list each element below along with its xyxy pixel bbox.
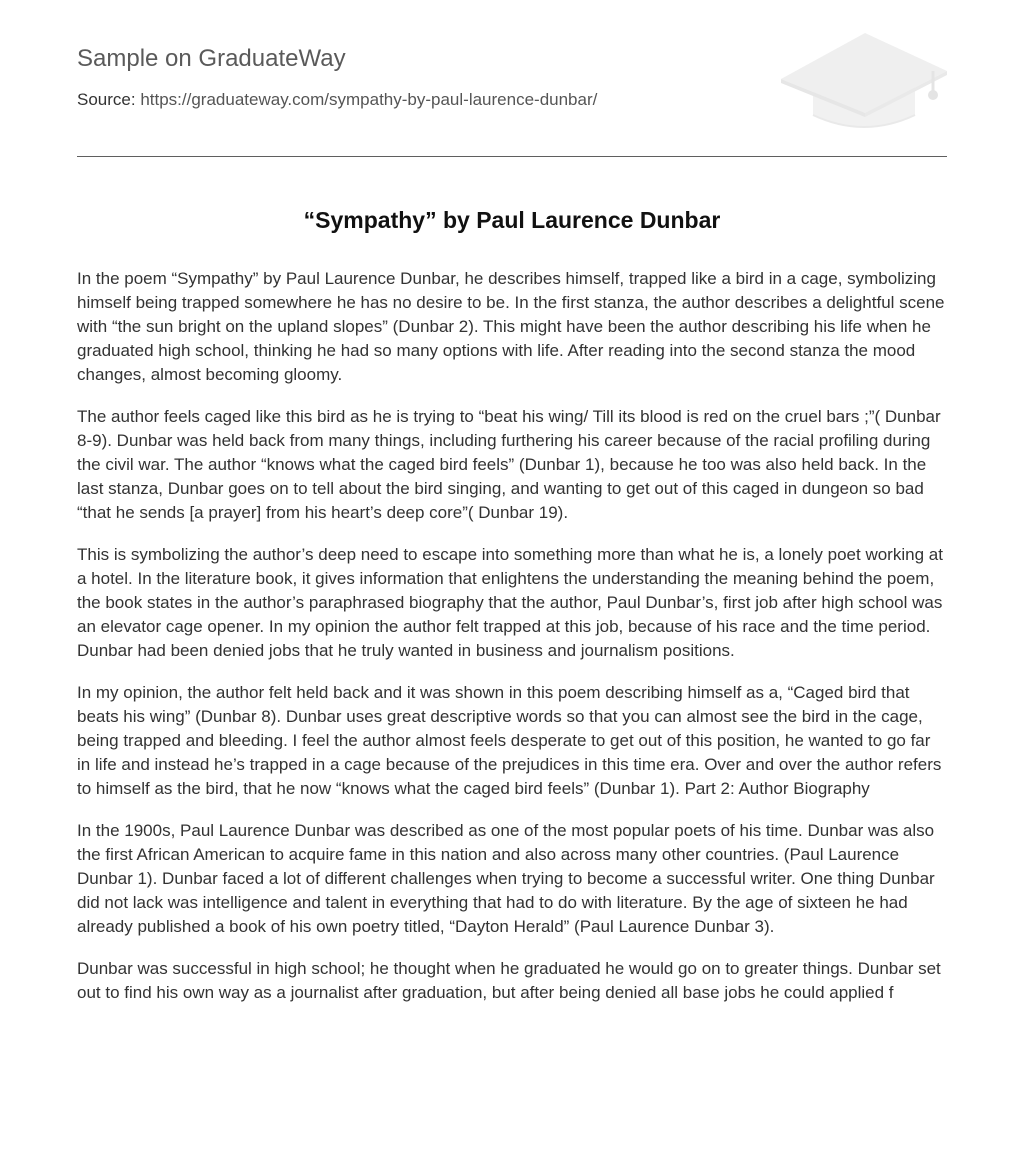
source-link[interactable]: https://graduateway.com/sympathy-by-paul-laurence-dunbar/ bbox=[140, 90, 598, 109]
paragraph: The author feels caged like this bird as he is trying to “beat his wing/ Till its blood is red on the cruel bars ;”( Dunbar 8-9). Dunbar was held back from many things, including furthering his career because of the racial profiling during the civil war. The author “knows what the caged bird feels” (Dunbar 1), because he too was also held back. In the last stanza, Dunbar goes on to tell about the bird singing, and wanting to get out of this caged in dungeon so bad “that he sends [a prayer] from his heart’s deep core”( Dunbar 19). bbox=[77, 407, 941, 522]
paragraph: In the 1900s, Paul Laurence Dunbar was described as one of the most popular poets of his time. Dunbar was also the first African American to acquire fame in this nation and also across many other countries. (Paul Laurence Dunbar 1). Dunbar faced a lot of different challenges when trying to become a successful writer. One thing Dunbar did not lack was intelligence and talent in everything that had to do with literature. By the age of sixteen he had already published a book of his own poetry titled, “Dayton Herald” (Paul Laurence Dunbar 3). bbox=[77, 821, 935, 936]
source-line bbox=[77, 89, 597, 111]
paragraph: Dunbar was successful in high school; he thought when he graduated he would go on to greater things. Dunbar set out to find his own way as a journalist after graduation, but after being denied all base jobs he could applied f bbox=[77, 959, 941, 1002]
source-label: Source: bbox=[77, 90, 136, 109]
document-body bbox=[77, 267, 947, 1023]
paragraph: In my opinion, the author felt held back and it was shown in this poem describing himself as a, “Caged bird that beats his wing” (Dunbar 8). Dunbar uses great descriptive words so that you can almost see the bird in the cage, being trapped and bleeding. I feel the author almost feels desperate to get out of this position, he wanted to go far in life and instead he’s trapped in a cage because of the prejudices in this time era. Over and over the author refers to himself as the bird, that he now “knows what the caged bird feels” (Dunbar 1). Part 2: Author Biography bbox=[77, 683, 942, 798]
paragraph: In the poem “Sympathy” by Paul Laurence Dunbar, he describes himself, trapped like a bird in a cage, symbolizing himself being trapped somewhere he has no desire to be. In the first stanza, the author describes a delightful scene with “the sun bright on the upland slopes” (Dunbar 2). This might have been the author describing his life when he graduated high school, thinking he had so many options with life. After reading into the second stanza the mood changes, almost becoming gloomy. bbox=[77, 269, 945, 384]
paragraph: This is symbolizing the author’s deep need to escape into something more than what he is, a lonely poet working at a hotel. In the literature book, it gives information that enlightens the understanding the meaning behind the poem, the book states in the author’s paraphrased biography that the author, Paul Dunbar’s, first job after high school was an elevator cage opener. In my opinion the author felt trapped at this job, because of his race and the time period. Dunbar had been denied jobs that he truly wanted in business and journalism positions. bbox=[77, 545, 943, 660]
header bbox=[77, 0, 947, 157]
graduation-cap-icon bbox=[781, 31, 947, 133]
page bbox=[77, 0, 947, 1160]
site-title: Sample on GraduateWay bbox=[77, 45, 346, 72]
document-title: “Sympathy” by Paul Laurence Dunbar bbox=[303, 207, 721, 233]
